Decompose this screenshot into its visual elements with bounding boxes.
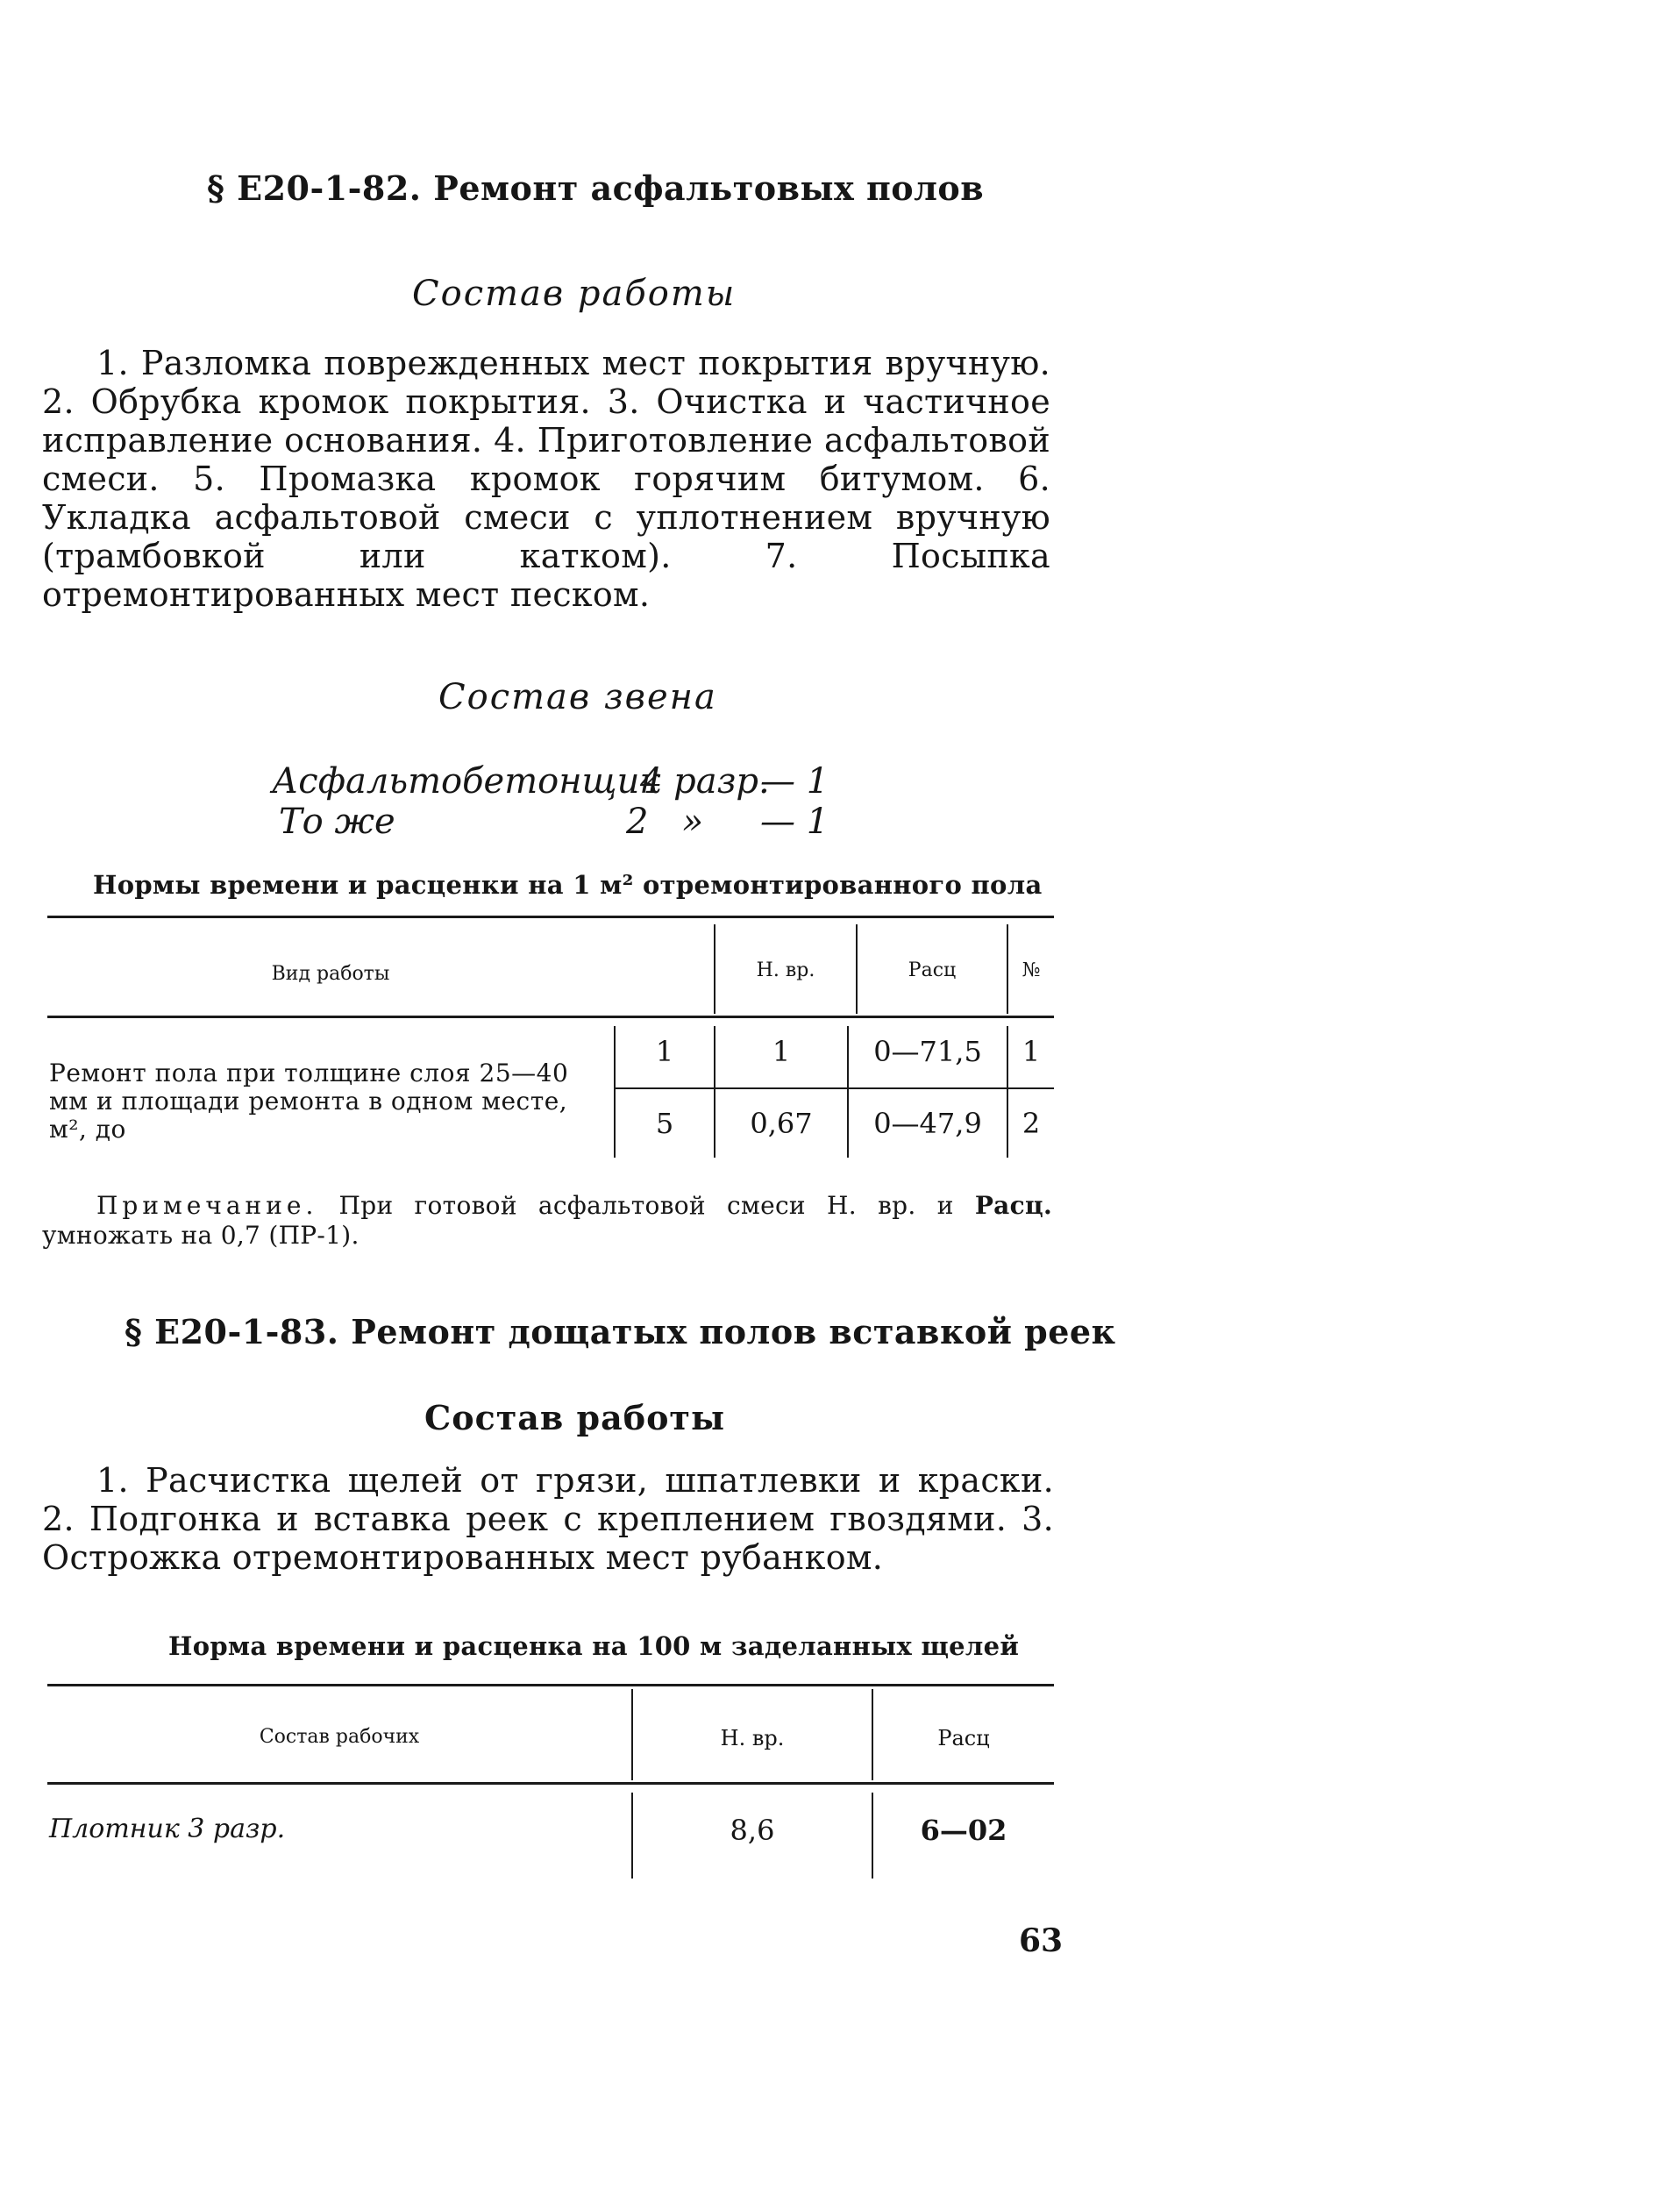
- section-2-work-heading: Состав работы: [424, 1398, 726, 1437]
- table-1-work-description: Ремонт пола при толщине слоя 25—40 мм и площади ремонта в одном месте, м², до: [49, 1059, 569, 1144]
- note-bold-word: Расц.: [974, 1191, 1052, 1220]
- table-1-header-work: Вид работы: [271, 963, 390, 985]
- section-1-crew-heading: Состав звена: [438, 677, 717, 717]
- table-1-cell-norm: 0,67: [750, 1107, 813, 1140]
- table-1-caption: Нормы времени и расценки на 1 м² отремонтированного пола: [93, 870, 1043, 900]
- crew-row: [279, 802, 893, 842]
- table-2-cell-norm: 8,6: [730, 1814, 775, 1847]
- table-1-header-norm: Н. вр.: [756, 959, 815, 981]
- crew-role: То же: [279, 802, 395, 842]
- table-2-caption: Норма времени и расценка на 100 м заделанных щелей: [168, 1631, 1020, 1661]
- table-2-header-rate: Расц: [937, 1726, 990, 1750]
- table-2-header-rule: [47, 1782, 1054, 1785]
- section-1-work-paragraph: 1. Разломка поврежденных мест покрытия вручную. 2. Обрубка кромок покрытия. 3. Очистка и частичное исправление основания. 4. Приготовление асфальтовой смеси. 5. Промазка кромок горячим битумом. 6. Укладка асфальтовой смеси с уплотнением вручную (трамбовкой или катком). 7. Посыпка отремонтированных мест песком.: [42, 344, 1050, 614]
- section-1-work-text: [42, 344, 1050, 614]
- crew-role: Асфальтобетонщик: [272, 761, 661, 802]
- table-1-header-rate: Расц: [908, 959, 957, 981]
- crew-row: [272, 761, 886, 802]
- table-1-cell-rate: 0—71,5: [873, 1035, 982, 1068]
- crew-grade: 2 »: [626, 802, 704, 842]
- section-2-work-paragraph: 1. Расчистка щелей от грязи, шпатлевки и краски. 2. Подгонка и вставка реек с креплением гвоздями. 3. Острожка отремонтированных мест рубанком.: [42, 1461, 1054, 1577]
- note-label: Примечание.: [96, 1191, 318, 1220]
- crew-count: — 1: [760, 802, 829, 842]
- table-1-header-rule: [47, 1016, 1054, 1018]
- table-1-row-divider: [616, 1087, 1054, 1089]
- table-1-cell-rate: 0—47,9: [873, 1107, 982, 1140]
- table-2-top-rule: [47, 1684, 1054, 1686]
- table-1-top-rule: [47, 916, 1054, 918]
- table-2-header-norm: Н. вр.: [720, 1726, 785, 1750]
- note-text: При готовой асфальтовой смеси Н. вр. и: [338, 1191, 954, 1220]
- section-1-title: § Е20-1-82. Ремонт асфальтовых полов: [207, 168, 985, 208]
- table-1-cell-number: 1: [1022, 1035, 1041, 1068]
- table-1-header-number: №: [1022, 959, 1041, 981]
- table-1-cell-norm: 1: [772, 1035, 791, 1068]
- section-2-title: § Е20-1-83. Ремонт дощатых полов вставкой реек: [125, 1312, 1116, 1351]
- table-2-cell-workers: Плотник 3 разр.: [49, 1814, 286, 1844]
- page-number: 63: [1019, 1922, 1064, 1959]
- section-2-work-text: [42, 1461, 1054, 1577]
- note-text-end: умножать на 0,7 (ПР-1).: [42, 1221, 359, 1250]
- crew-count: — 1: [760, 761, 829, 802]
- table-1-cell-number: 2: [1022, 1107, 1041, 1140]
- table-1-note: [42, 1191, 1052, 1251]
- table-1-cell-area: 5: [655, 1107, 674, 1140]
- section-1-work-heading: Состав работы: [412, 274, 737, 314]
- table-2-cell-rate: 6—02: [920, 1814, 1007, 1847]
- table-1-cell-area: 1: [655, 1035, 674, 1068]
- table-2-header-workers: Состав рабочих: [259, 1726, 420, 1748]
- crew-grade: 4 разр.: [640, 761, 770, 802]
